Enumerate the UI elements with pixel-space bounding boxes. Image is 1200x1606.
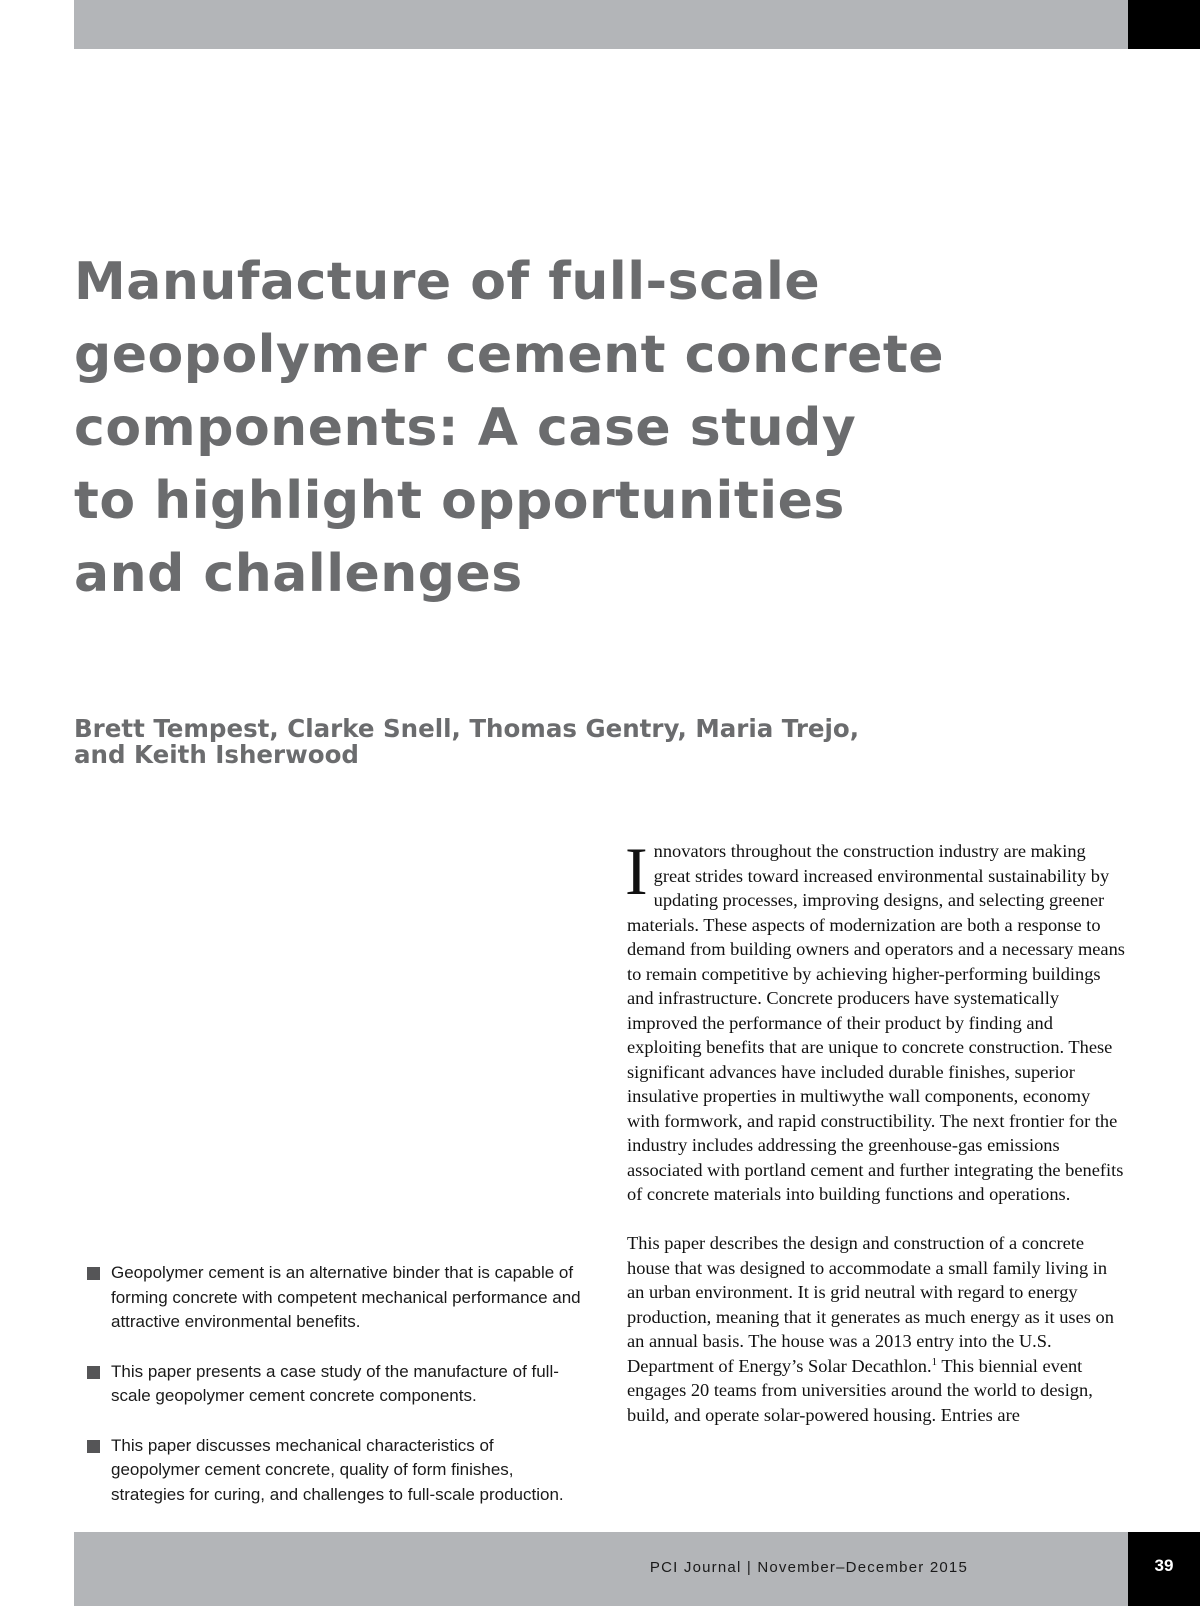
body-paragraph bbox=[625, 833, 1127, 1207]
highlight-item bbox=[87, 1434, 587, 1508]
title-line: and challenges bbox=[74, 544, 523, 604]
header-band bbox=[74, 0, 1128, 49]
footer-separator: | bbox=[741, 1559, 758, 1576]
square-bullet-icon bbox=[87, 1440, 100, 1453]
paragraph-text: This biennial event engages 20 teams from universities around the world to design, build, and operate solar-powered housing. Entries are bbox=[627, 1355, 1093, 1425]
title-line: to highlight opportunities bbox=[74, 471, 845, 531]
header-corner-block bbox=[1128, 0, 1200, 49]
reference-superscript: 1 bbox=[931, 1355, 938, 1368]
highlight-item bbox=[87, 1261, 587, 1335]
journal-name: PCI Journal bbox=[649, 1559, 742, 1576]
author-line: and Keith Isherwood bbox=[74, 740, 359, 769]
square-bullet-icon bbox=[87, 1267, 100, 1280]
body-column bbox=[625, 833, 1127, 1427]
highlight-text: This paper presents a case study of the manufacture of full-scale geopolymer cement concrete components. bbox=[111, 1361, 559, 1405]
issue-date: November–December 2015 bbox=[757, 1559, 968, 1576]
author-list bbox=[74, 716, 1074, 768]
page-number: 39 bbox=[1154, 1556, 1174, 1575]
footer-band bbox=[74, 1532, 1128, 1606]
square-bullet-icon bbox=[87, 1366, 100, 1379]
highlight-item bbox=[87, 1360, 587, 1409]
title-line: geopolymer cement concrete bbox=[74, 325, 945, 385]
highlights-list bbox=[87, 1261, 587, 1532]
highlight-text: This paper discusses mechanical characteristics of geopolymer cement concrete, quality of form finishes, strategies for curing, and challenges to full-scale production. bbox=[111, 1435, 564, 1504]
body-paragraph bbox=[627, 1231, 1127, 1427]
title-line: Manufacture of full-scale bbox=[74, 252, 821, 312]
author-line: Brett Tempest, Clarke Snell, Thomas Gentry, Maria Trejo, bbox=[74, 714, 860, 743]
highlight-text: Geopolymer cement is an alternative binder that is capable of forming concrete with competent mechanical performance and attractive environmental benefits. bbox=[111, 1263, 581, 1331]
paragraph-text: This paper describes the design and construction of a concrete house that was designed to accommodate a small family living in an urban environment. It is grid neutral with regard to energy production, meaning that it generates as much energy as it uses on an annual basis. The house was a 2013 entry into the U.S. Department of Energy’s Solar Decathlon. bbox=[627, 1233, 1114, 1376]
title-line: components: A case study bbox=[74, 398, 857, 458]
footer-running-title bbox=[650, 1559, 968, 1576]
drop-cap: I bbox=[625, 833, 648, 909]
paragraph-text: nnovators throughout the construction industry are making great strides toward increased environmental sustainability by updating processes, improving designs, and selecting greener materials. These aspects of modernization are both a response to demand from building owners and operators and a necessary means to remain competitive by achieving higher-performing buildings and infrastructure. Concrete producers have systematically improved the performance of their product by finding and exploiting benefits that are unique to concrete construction. These significant advances have included durable finishes, superior insulative properties in multiwythe wall components, economy with formwork, and rapid constructibility. The next frontier for the industry includes addressing the greenhouse-gas emissions associated with portland cement and further integrating the benefits of concrete materials into building functions and operations. bbox=[627, 841, 1125, 1204]
article-title bbox=[74, 246, 1134, 611]
